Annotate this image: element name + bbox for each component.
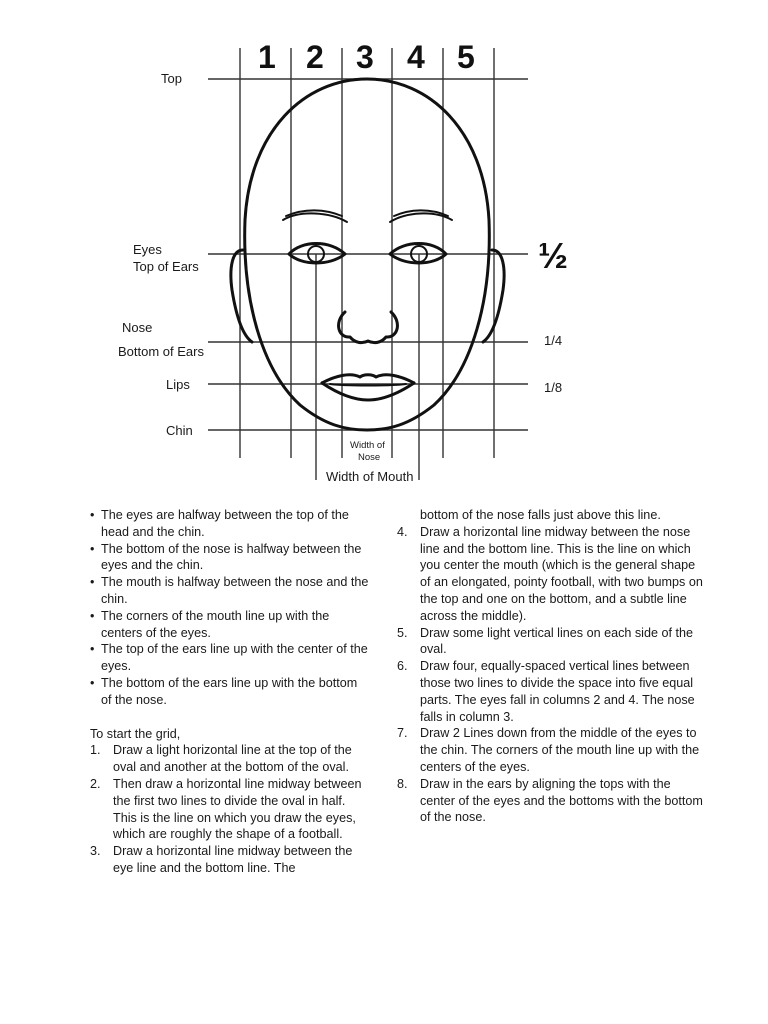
step-number: 5. (397, 625, 408, 640)
right-eye (390, 244, 446, 264)
label-width-of-mouth: Width of Mouth (326, 469, 414, 484)
label-width-of-nose-line2: Nose (358, 452, 381, 463)
label-bottom-of-ears: Bottom of Ears (118, 344, 204, 359)
column-number-2: 2 (306, 39, 324, 75)
grid-steps-list-part2 (397, 524, 707, 826)
label-lips: Lips (166, 377, 190, 392)
step-text: Then draw a horizontal line midway between the first two lines to divide the oval in half. This is the line on which you draw the eyes, which are roughly the shape of a football. (113, 776, 362, 842)
label-half: ½ (538, 235, 569, 276)
list-item (90, 776, 370, 843)
list-item (90, 843, 370, 877)
list-item (397, 776, 707, 826)
column-number-3: 3 (356, 39, 374, 75)
column-number-5: 5 (457, 39, 475, 75)
list-item: • The bottom of the ears line up with the bottom of the nose. (90, 675, 370, 709)
label-nose: Nose (122, 320, 153, 335)
step-number: 3. (90, 844, 101, 859)
label-eighth: 1/8 (544, 380, 563, 395)
proportion-rules-list (90, 507, 370, 709)
step-text: Draw in the ears by aligning the tops with the center of the eyes and the bottoms with the bottom of the nose. (420, 776, 703, 825)
mouth (322, 375, 414, 400)
step-number: 7. (397, 726, 408, 741)
step-number: 4. (397, 524, 408, 539)
step-3-continuation: bottom of the nose falls just above this line. (420, 508, 661, 522)
list-item: • The eyes are halfway between the top of the head and the chin. (90, 507, 370, 541)
label-top: Top (161, 71, 182, 86)
step-text: Draw a horizontal line midway between the nose line and the bottom line. This is the line on which you center the mouth (which is the general shape of an elongated, pointy football, with two bumps on the top and one on the bottom, and a subtle line across the middle). (420, 524, 703, 623)
label-eyes: Eyes (133, 242, 162, 257)
vertical-grid-lines (240, 48, 494, 458)
step-number: 8. (397, 776, 408, 791)
list-item (90, 742, 370, 776)
step-text: Draw 2 Lines down from the middle of the eyes to the chin. The corners of the mouth line up with the centers of the eyes. (420, 726, 700, 774)
label-top-of-ears: Top of Ears (133, 259, 199, 274)
face-proportions-diagram (0, 0, 768, 500)
eyebrows (283, 210, 452, 222)
list-item: • The corners of the mouth line up with the centers of the eyes. (90, 608, 370, 642)
step-text: Draw a horizontal line midway between the eye line and the bottom line. The (113, 844, 353, 875)
list-item: • The top of the ears line up with the center of the eyes. (90, 641, 370, 675)
nose (339, 312, 398, 343)
list-item (397, 725, 707, 775)
list-item: • The bottom of the nose is halfway between the eyes and the chin. (90, 541, 370, 575)
label-chin: Chin (166, 423, 193, 438)
label-width-of-nose-line1: Width of (350, 440, 385, 451)
step-text: Draw a light horizontal line at the top of the oval and another at the bottom of the oval. (113, 743, 352, 775)
column-number-1: 1 (258, 39, 276, 75)
step-text: Draw some light vertical lines on each side of the oval. (420, 625, 693, 657)
step-number: 1. (90, 743, 101, 758)
list-item (397, 524, 707, 625)
label-quarter: 1/4 (544, 333, 563, 348)
horizontal-guide-lines (208, 79, 528, 430)
left-eye (289, 244, 345, 264)
grid-intro: To start the grid, (90, 726, 181, 741)
step-number: 2. (90, 776, 101, 791)
left-text-column (90, 507, 370, 877)
right-text-column (397, 507, 707, 826)
list-item (397, 658, 707, 725)
list-item (397, 625, 707, 659)
step-number: 6. (397, 659, 408, 674)
column-number-4: 4 (407, 39, 425, 75)
list-item: • The mouth is halfway between the nose and the chin. (90, 574, 370, 608)
grid-steps-list-part1 (90, 742, 370, 876)
step-text: Draw four, equally-spaced vertical lines between those two lines to divide the space into five equal parts. The eyes fall in columns 2 and 4. The nose falls in column 3. (420, 659, 695, 724)
